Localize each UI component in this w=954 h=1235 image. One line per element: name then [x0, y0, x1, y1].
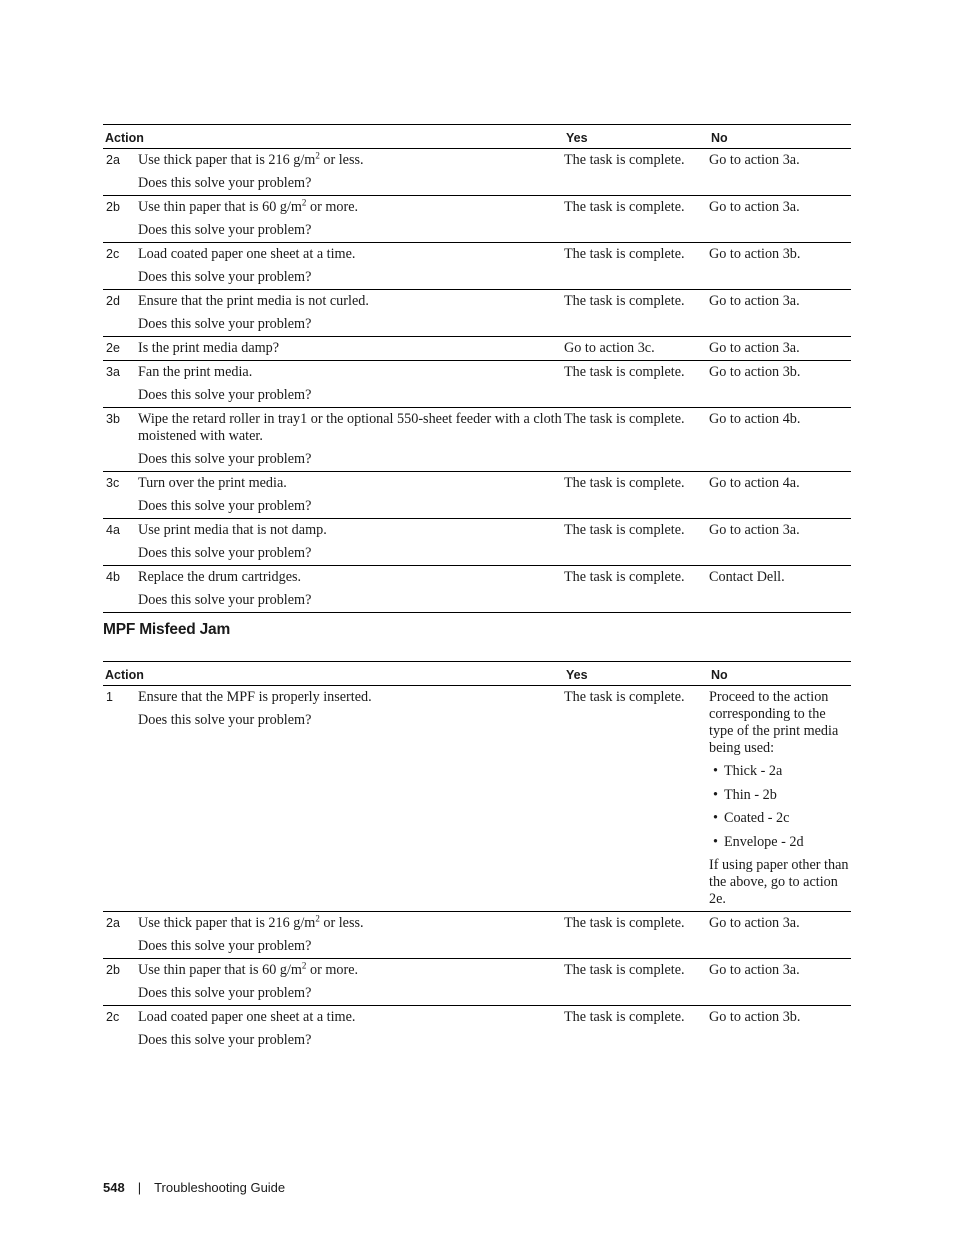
table-row — [103, 959, 851, 1006]
action-cell — [138, 337, 564, 361]
table-row — [103, 196, 851, 243]
no-cell: Go to action 3a. — [709, 912, 851, 959]
action-cell — [138, 912, 564, 959]
action-text-main: Use thin paper that is 60 g/m — [138, 962, 302, 978]
table-row — [103, 337, 851, 361]
action-text: Ensure that the MPF is properly inserted. — [138, 689, 372, 705]
action-cell — [138, 566, 564, 613]
action-text-tail: or less. — [319, 915, 364, 931]
action-text-main: Wipe the retard roller in tray1 or the optional 550-sheet feeder with a cloth moistened with water. — [138, 411, 562, 444]
question-text: Does this solve your problem? — [138, 498, 312, 514]
table-row — [103, 290, 851, 337]
no-cell: Go to action 3a. — [709, 337, 851, 361]
action-text-tail: or more. — [306, 962, 359, 978]
table-row — [103, 566, 851, 613]
table-header-row — [103, 125, 851, 149]
action-text — [138, 962, 564, 979]
question-text: Does this solve your problem? — [138, 938, 312, 954]
step-id: 2a — [103, 149, 138, 196]
action-text-main: Use thick paper that is 216 g/m — [138, 152, 316, 168]
action-text — [138, 293, 564, 310]
table-row — [103, 361, 851, 408]
table-header-row — [103, 662, 851, 686]
question-text: Does this solve your problem? — [138, 269, 312, 285]
step-id: 2a — [103, 912, 138, 959]
action-cell — [138, 519, 564, 566]
action-text-main: Use thin paper that is 60 g/m — [138, 199, 302, 215]
action-text — [138, 522, 564, 539]
superscript: 2 — [301, 960, 307, 971]
action-text-main: Replace the drum cartridges. — [138, 569, 302, 585]
table-row — [103, 519, 851, 566]
action-text — [138, 199, 564, 216]
page-number: 548 — [103, 1180, 125, 1195]
troubleshooting-table-1 — [103, 124, 851, 613]
action-cell — [138, 472, 564, 519]
action-text-main: Load coated paper one sheet at a time. — [138, 246, 356, 262]
action-cell — [138, 243, 564, 290]
table-1-body — [103, 149, 851, 613]
yes-cell: The task is complete. — [564, 290, 709, 337]
step-id: 2b — [103, 196, 138, 243]
list-item: • Thin - 2b — [713, 787, 851, 804]
table-row — [103, 243, 851, 290]
no-cell: Go to action 3a. — [709, 149, 851, 196]
question-text: Does this solve your problem? — [138, 985, 312, 1001]
question-text: Does this solve your problem? — [138, 316, 312, 332]
action-cell — [138, 1006, 564, 1053]
header-action: Action — [103, 662, 564, 686]
step-id: 3a — [103, 361, 138, 408]
list-item: • Coated - 2c — [713, 810, 851, 827]
step-id: 2e — [103, 337, 138, 361]
step-id: 4a — [103, 519, 138, 566]
yes-cell: The task is complete. — [564, 1009, 685, 1025]
question-text: Does this solve your problem? — [138, 451, 312, 467]
no-cell: Go to action 3a. — [709, 959, 851, 1006]
no-cell: Go to action 3a. — [709, 519, 851, 566]
action-text-main: Ensure that the print media is not curled. — [138, 293, 369, 309]
action-cell — [138, 149, 564, 196]
table-row — [103, 408, 851, 472]
action-text — [138, 915, 564, 932]
header-action: Action — [103, 125, 564, 149]
action-cell — [138, 290, 564, 337]
section-title: MPF Misfeed Jam — [103, 621, 231, 638]
action-text — [138, 411, 564, 445]
step-id: 1 — [103, 686, 138, 912]
action-text-main: Load coated paper one sheet at a time. — [138, 1009, 356, 1025]
table-row — [103, 1006, 851, 1053]
superscript: 2 — [315, 150, 320, 161]
action-text — [138, 152, 564, 169]
yes-cell: The task is complete. — [564, 519, 709, 566]
step-id: 3b — [103, 408, 138, 472]
action-cell — [138, 196, 564, 243]
action-text — [138, 569, 564, 586]
action-text-tail: or less. — [319, 152, 364, 168]
action-text-tail: or more. — [306, 199, 359, 215]
action-text-main: Use thick paper that is 216 g/m — [138, 915, 316, 931]
yes-cell: The task is complete. — [564, 959, 709, 1006]
yes-cell: The task is complete. — [564, 686, 709, 912]
list-item: • Envelope - 2d — [713, 834, 851, 851]
yes-cell: Go to action 3c. — [564, 337, 709, 361]
list-item: • Thick - 2a — [713, 763, 851, 780]
action-text-main: Is the print media damp? — [138, 340, 280, 356]
yes-cell: The task is complete. — [564, 472, 709, 519]
action-text — [138, 340, 564, 357]
no-cell: Go to action 4b. — [709, 408, 851, 472]
action-cell — [138, 408, 564, 472]
yes-cell: The task is complete. — [564, 361, 709, 408]
footer-title: Troubleshooting Guide — [154, 1180, 286, 1195]
header-yes: Yes — [564, 662, 709, 686]
no-cell: Go to action 3b. — [709, 1009, 801, 1025]
no-cell: Go to action 3b. — [709, 361, 851, 408]
media-type-list — [709, 763, 851, 851]
no-cell: Go to action 3a. — [709, 196, 851, 243]
step-id: 2c — [103, 243, 138, 290]
troubleshooting-table-2 — [103, 661, 851, 1052]
question-text: Does this solve your problem? — [138, 175, 312, 191]
question-text: Does this solve your problem? — [138, 592, 312, 608]
action-text — [138, 1009, 564, 1026]
no-after-text: If using paper other than the above, go to action 2e. — [709, 857, 849, 907]
question-text: Does this solve your problem? — [138, 545, 312, 561]
step-id: 2b — [103, 959, 138, 1006]
no-cell: Go to action 3a. — [709, 290, 851, 337]
action-cell — [138, 361, 564, 408]
yes-cell: The task is complete. — [564, 408, 709, 472]
superscript: 2 — [315, 913, 320, 924]
action-text-main: Fan the print media. — [138, 364, 253, 380]
question-text: Does this solve your problem? — [138, 387, 312, 403]
table-row — [103, 912, 851, 959]
action-text-main: Turn over the print media. — [138, 475, 287, 491]
page-footer — [103, 1180, 285, 1195]
table-row — [103, 686, 851, 912]
header-no: No — [709, 662, 851, 686]
header-yes: Yes — [564, 125, 709, 149]
action-cell — [138, 959, 564, 1006]
action-text — [138, 246, 564, 263]
footer-separator: | — [137, 1180, 142, 1195]
question-text: Does this solve your problem? — [138, 1032, 312, 1048]
no-cell: Go to action 3b. — [709, 243, 851, 290]
table-row — [103, 149, 851, 196]
yes-cell: The task is complete. — [564, 566, 709, 613]
yes-cell: The task is complete. — [564, 196, 709, 243]
no-cell: Go to action 4a. — [709, 472, 851, 519]
step-id: 3c — [103, 472, 138, 519]
no-cell: Contact Dell. — [709, 566, 851, 613]
no-intro-text: Proceed to the action corresponding to the type of the print media being used: — [709, 689, 839, 756]
action-text — [138, 364, 564, 381]
superscript: 2 — [301, 197, 307, 208]
question-text: Does this solve your problem? — [138, 712, 312, 728]
table-row — [103, 472, 851, 519]
yes-cell: The task is complete. — [564, 243, 709, 290]
yes-cell: The task is complete. — [564, 149, 709, 196]
no-cell — [709, 686, 851, 912]
step-id: 2d — [103, 290, 138, 337]
table-2-body — [103, 686, 851, 1053]
yes-cell: The task is complete. — [564, 912, 709, 959]
action-cell — [138, 686, 564, 912]
question-text: Does this solve your problem? — [138, 222, 312, 238]
action-text — [138, 475, 564, 492]
step-id: 2c — [106, 1010, 120, 1024]
header-no: No — [709, 125, 851, 149]
action-text-main: Use print media that is not damp. — [138, 522, 327, 538]
step-id: 4b — [103, 566, 138, 613]
